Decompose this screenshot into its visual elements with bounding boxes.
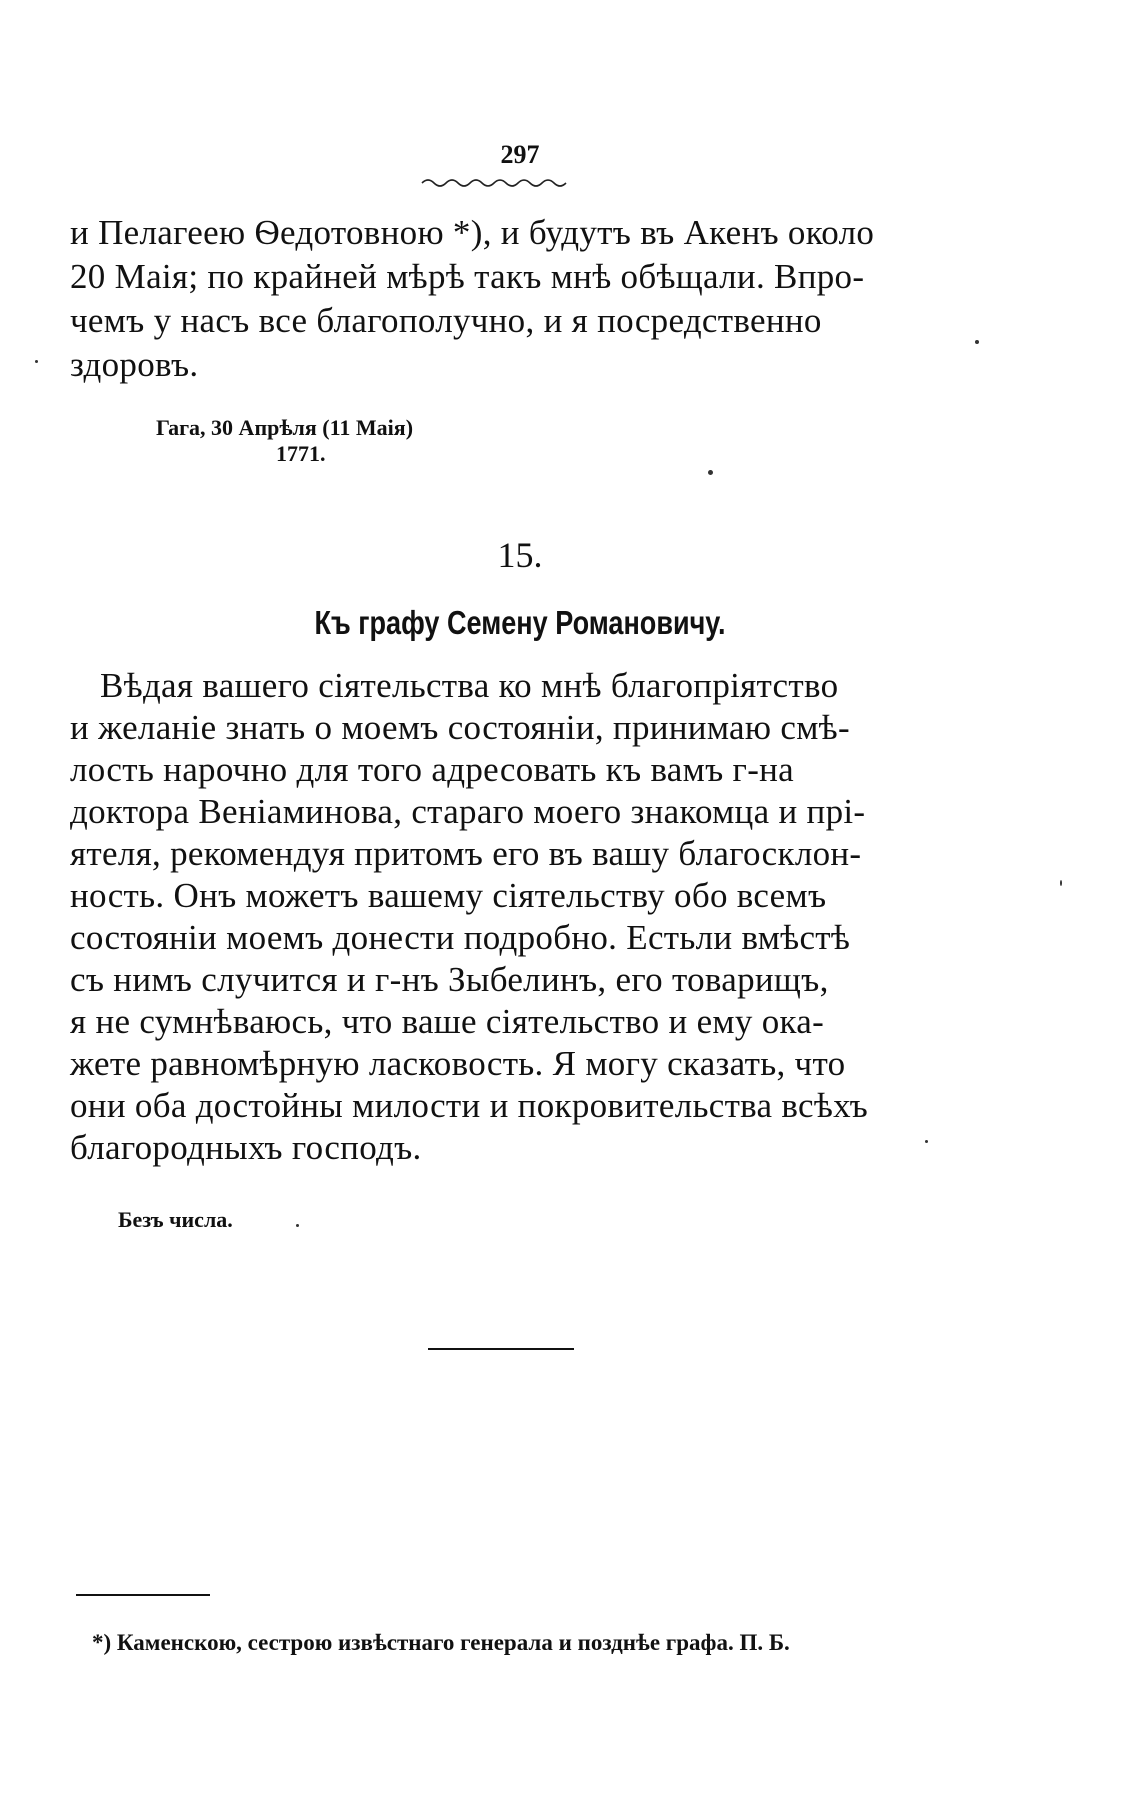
text-line: и желаніе знать о моемъ состояніи, принимаю смѣ- xyxy=(70,708,850,747)
text-line: жете равномѣрную ласковость. Я могу сказать, что xyxy=(70,1044,846,1083)
section-separator xyxy=(428,1348,574,1350)
text-line: лость нарочно для того адресовать къ вамъ г-на xyxy=(70,750,795,789)
scan-speck xyxy=(35,360,38,363)
text-line: съ нимъ случится и г-нъ Зыбелинъ, его товарищъ, xyxy=(70,960,829,999)
letter-number: 15. xyxy=(497,535,543,575)
text-line: и Пелагеею Ѳедотовною *), и будутъ въ Акенъ около xyxy=(70,213,875,252)
scan-speck xyxy=(975,340,979,344)
text-line: 20 Маія; по крайней мѣрѣ такъ мнѣ обѣщали. Впро- xyxy=(70,257,865,296)
text-line: состояніи моемъ донести подробно. Естьли вмѣстѣ xyxy=(70,918,851,957)
text-line: ность. Онъ можетъ вашему сіятельству обо всемъ xyxy=(70,876,827,915)
letter-dateline: Безъ числа. xyxy=(118,1207,233,1232)
footnote-rule xyxy=(76,1594,210,1596)
footnote: *) Каменскою, сестрою извѣстнаго генерала и позднѣе графа. П. Б. xyxy=(92,1630,790,1655)
scan-speck xyxy=(1060,880,1062,886)
text-line: Вѣдая вашего сіятельства ко мнѣ благопріятство xyxy=(100,666,839,705)
scan-speck xyxy=(708,470,713,475)
text-line: здоровъ. xyxy=(70,345,199,384)
text-line: ятеля, рекомендуя притомъ его въ вашу благосклон- xyxy=(70,834,862,873)
wavy-ornament xyxy=(420,174,570,190)
text-line: благородныхъ господъ. xyxy=(70,1128,422,1167)
scan-speck xyxy=(296,1224,299,1227)
dateline-year: 1771. xyxy=(276,441,326,466)
text-line: я не сумнѣваюсь, что ваше сіятельство и ему ока- xyxy=(70,1002,825,1041)
scan-speck xyxy=(925,1140,928,1143)
page-number: 297 xyxy=(500,140,540,169)
text-line: они оба достойны милости и покровительства всѣхъ xyxy=(70,1086,869,1125)
text-line: доктора Веніаминова, стараго моего знакомца и прі- xyxy=(70,792,866,831)
dateline-place-date: Гага, 30 Апрѣля (11 Маія) xyxy=(156,415,414,440)
text-line: чемъ у насъ все благополучно, и я посредственно xyxy=(70,301,822,340)
letter-heading: Къ графу Семену Романовичу. xyxy=(314,604,726,641)
